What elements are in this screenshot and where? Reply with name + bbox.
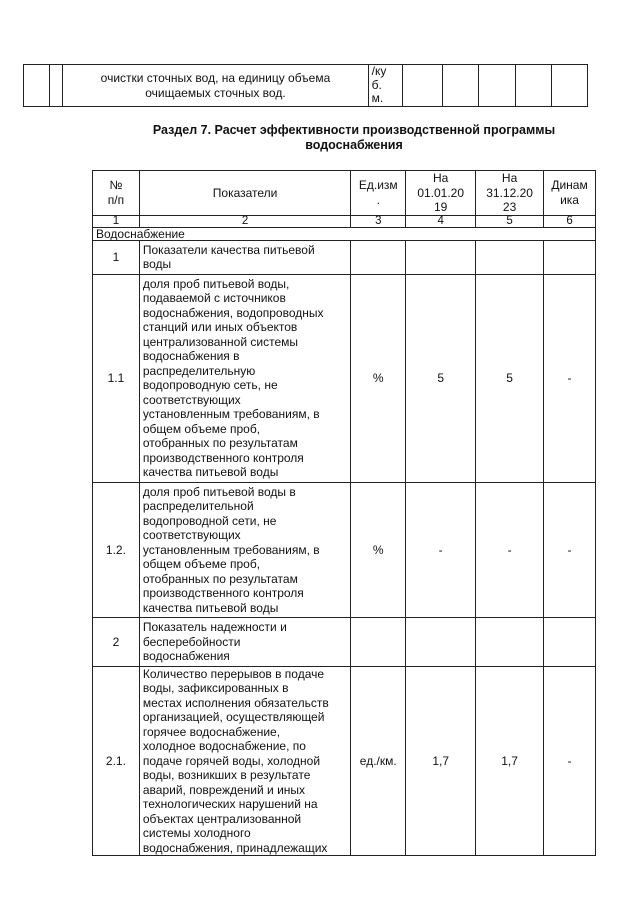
description-line: соответствующих — [142, 528, 241, 542]
header-text: п/п — [107, 192, 125, 207]
efficiency-table — [92, 170, 596, 856]
description-line: установленным требованиям, в — [142, 542, 320, 557]
section-row — [93, 227, 596, 240]
row-description — [139, 240, 350, 274]
description-line: водоснабжения — [142, 649, 230, 663]
row-value-end — [476, 618, 544, 667]
table-body — [93, 240, 596, 856]
description-line: воды, возникших в результате — [142, 768, 311, 782]
header-text: 01.01.20 — [417, 185, 465, 200]
description-line: доля проб питьевой воды, — [142, 276, 290, 291]
table-row — [93, 274, 596, 482]
cell-text: /ку — [371, 64, 387, 79]
row-dynamics — [544, 240, 596, 274]
description-line: отобранных по результатам — [142, 436, 298, 450]
heading-line: водоснабжения — [305, 138, 403, 152]
cell-text: б. — [371, 77, 382, 92]
row-value-start: - — [406, 482, 476, 618]
description-line: горячее водоснабжение, — [142, 724, 281, 739]
description-line: установленным требованиям, в — [142, 407, 320, 421]
row-dynamics: - — [544, 666, 596, 856]
table-cell — [403, 65, 443, 107]
description-line: водоснабжения, водопроводных — [142, 305, 324, 320]
description-line: производственного контроля — [142, 450, 304, 465]
column-number-row — [93, 215, 596, 227]
section-title: Водоснабжение — [93, 227, 596, 240]
description-line: Показатель надежности и — [142, 620, 287, 634]
row-value-start — [406, 618, 476, 667]
row-description — [139, 274, 350, 482]
row-value-end: 1,7 — [476, 666, 544, 856]
table-row — [93, 666, 596, 856]
cell-text: очищаемых сточных вод. — [145, 85, 286, 100]
section-heading — [92, 123, 616, 153]
description-line: Показатели качества питьевой — [142, 242, 315, 257]
header-text: 31.12.20 — [486, 185, 533, 200]
description-line: водоснабжения в — [142, 349, 240, 363]
row-unit — [351, 618, 406, 667]
header-text: На — [501, 171, 518, 185]
row-value-start — [406, 240, 476, 274]
table-cell — [50, 65, 63, 107]
description-line: общем объеме проб, — [142, 557, 261, 571]
header-text: 23 — [502, 200, 517, 214]
previous-table-fragment — [23, 64, 588, 107]
table-row — [93, 618, 596, 667]
table-cell — [551, 65, 587, 107]
description-line: бесперебойности — [142, 634, 241, 649]
row-dynamics: - — [544, 482, 596, 618]
header-indicators: Показатели — [139, 171, 350, 216]
header-unit — [351, 171, 406, 216]
cell-text: очистки сточных вод, на единицу объема — [100, 71, 331, 85]
table-row — [93, 240, 596, 274]
cell-text: м. — [371, 91, 384, 106]
row-description — [139, 482, 350, 618]
table-cell — [515, 65, 551, 107]
description-line: водопроводную сеть, не — [142, 378, 278, 392]
description-line: аварий, повреждений и иных — [142, 782, 306, 797]
row-value-end: - — [476, 482, 544, 618]
header-text: 19 — [434, 200, 448, 214]
header-num — [93, 171, 140, 216]
description-line: холодное водоснабжение, по — [142, 739, 306, 753]
column-number: 5 — [476, 215, 544, 227]
description-line: станций или иных объектов — [142, 320, 298, 334]
row-description — [139, 618, 350, 667]
table-cell — [368, 65, 403, 107]
table-cell — [479, 65, 515, 107]
description-line: общем объеме проб, — [142, 421, 261, 436]
description-line: технологических нарушений на — [142, 797, 318, 811]
table-row — [93, 482, 596, 618]
header-text: . — [376, 192, 380, 207]
row-description — [139, 666, 350, 856]
description-line: водоснабжения, принадлежащих — [142, 840, 328, 855]
table-cell — [443, 65, 479, 107]
description-line: отобранных по результатам — [142, 571, 298, 586]
row-dynamics: - — [544, 274, 596, 482]
heading-line: Раздел 7. Расчет эффективности производственной программы — [152, 123, 556, 137]
row-number: 1 — [93, 240, 140, 274]
description-line: подаваемой с источников — [142, 291, 286, 305]
description-line: качества питьевой воды — [142, 465, 279, 479]
table-header-row — [93, 171, 596, 216]
table-row — [24, 65, 588, 107]
description-line: качества питьевой воды — [142, 600, 279, 615]
description-line: местах исполнения обязательств — [142, 695, 329, 710]
header-text: Ед.изм — [358, 178, 398, 193]
column-number: 6 — [544, 215, 596, 227]
row-value-end — [476, 240, 544, 274]
header-text: № — [109, 178, 123, 193]
description-line: организацией, осуществляющей — [142, 710, 325, 724]
column-number: 4 — [406, 215, 476, 227]
description-line: распределительную — [142, 363, 256, 378]
description-line: доля проб питьевой воды в — [142, 484, 296, 499]
column-number: 2 — [139, 215, 350, 227]
column-number: 1 — [93, 215, 140, 227]
row-value-start: 5 — [406, 274, 476, 482]
description-line: объектах централизованной — [142, 811, 302, 826]
description-line: Количество перерывов в подаче — [142, 666, 325, 681]
row-number: 1.2. — [93, 482, 140, 618]
row-number: 2.1. — [93, 666, 140, 856]
column-number: 3 — [351, 215, 406, 227]
header-text: Динам — [551, 178, 588, 193]
row-value-start: 1,7 — [406, 666, 476, 856]
header-at-end — [476, 171, 544, 216]
description-line: производственного контроля — [142, 586, 304, 600]
table-cell — [24, 65, 50, 107]
row-unit: % — [351, 274, 406, 482]
row-dynamics — [544, 618, 596, 667]
description-line: централизованной системы — [142, 334, 298, 349]
header-at-start — [406, 171, 476, 216]
row-unit: ед./км. — [351, 666, 406, 856]
header-text: ика — [560, 192, 579, 207]
description-line: распределительной — [142, 499, 254, 513]
description-line: соответствующих — [142, 392, 241, 407]
row-unit — [351, 240, 406, 274]
row-unit: % — [351, 482, 406, 618]
table-cell — [63, 65, 368, 107]
header-text: На — [433, 171, 449, 185]
description-line: системы холодного — [142, 826, 251, 840]
description-line: подаче горячей воды, холодной — [142, 753, 321, 768]
description-line: воды, зафиксированных в — [142, 681, 289, 695]
row-number: 1.1 — [93, 274, 140, 482]
header-dynamics — [544, 171, 596, 216]
description-line: воды — [142, 257, 172, 271]
description-line: водопроводной сети, не — [142, 513, 277, 528]
row-value-end: 5 — [476, 274, 544, 482]
row-number: 2 — [93, 618, 140, 667]
